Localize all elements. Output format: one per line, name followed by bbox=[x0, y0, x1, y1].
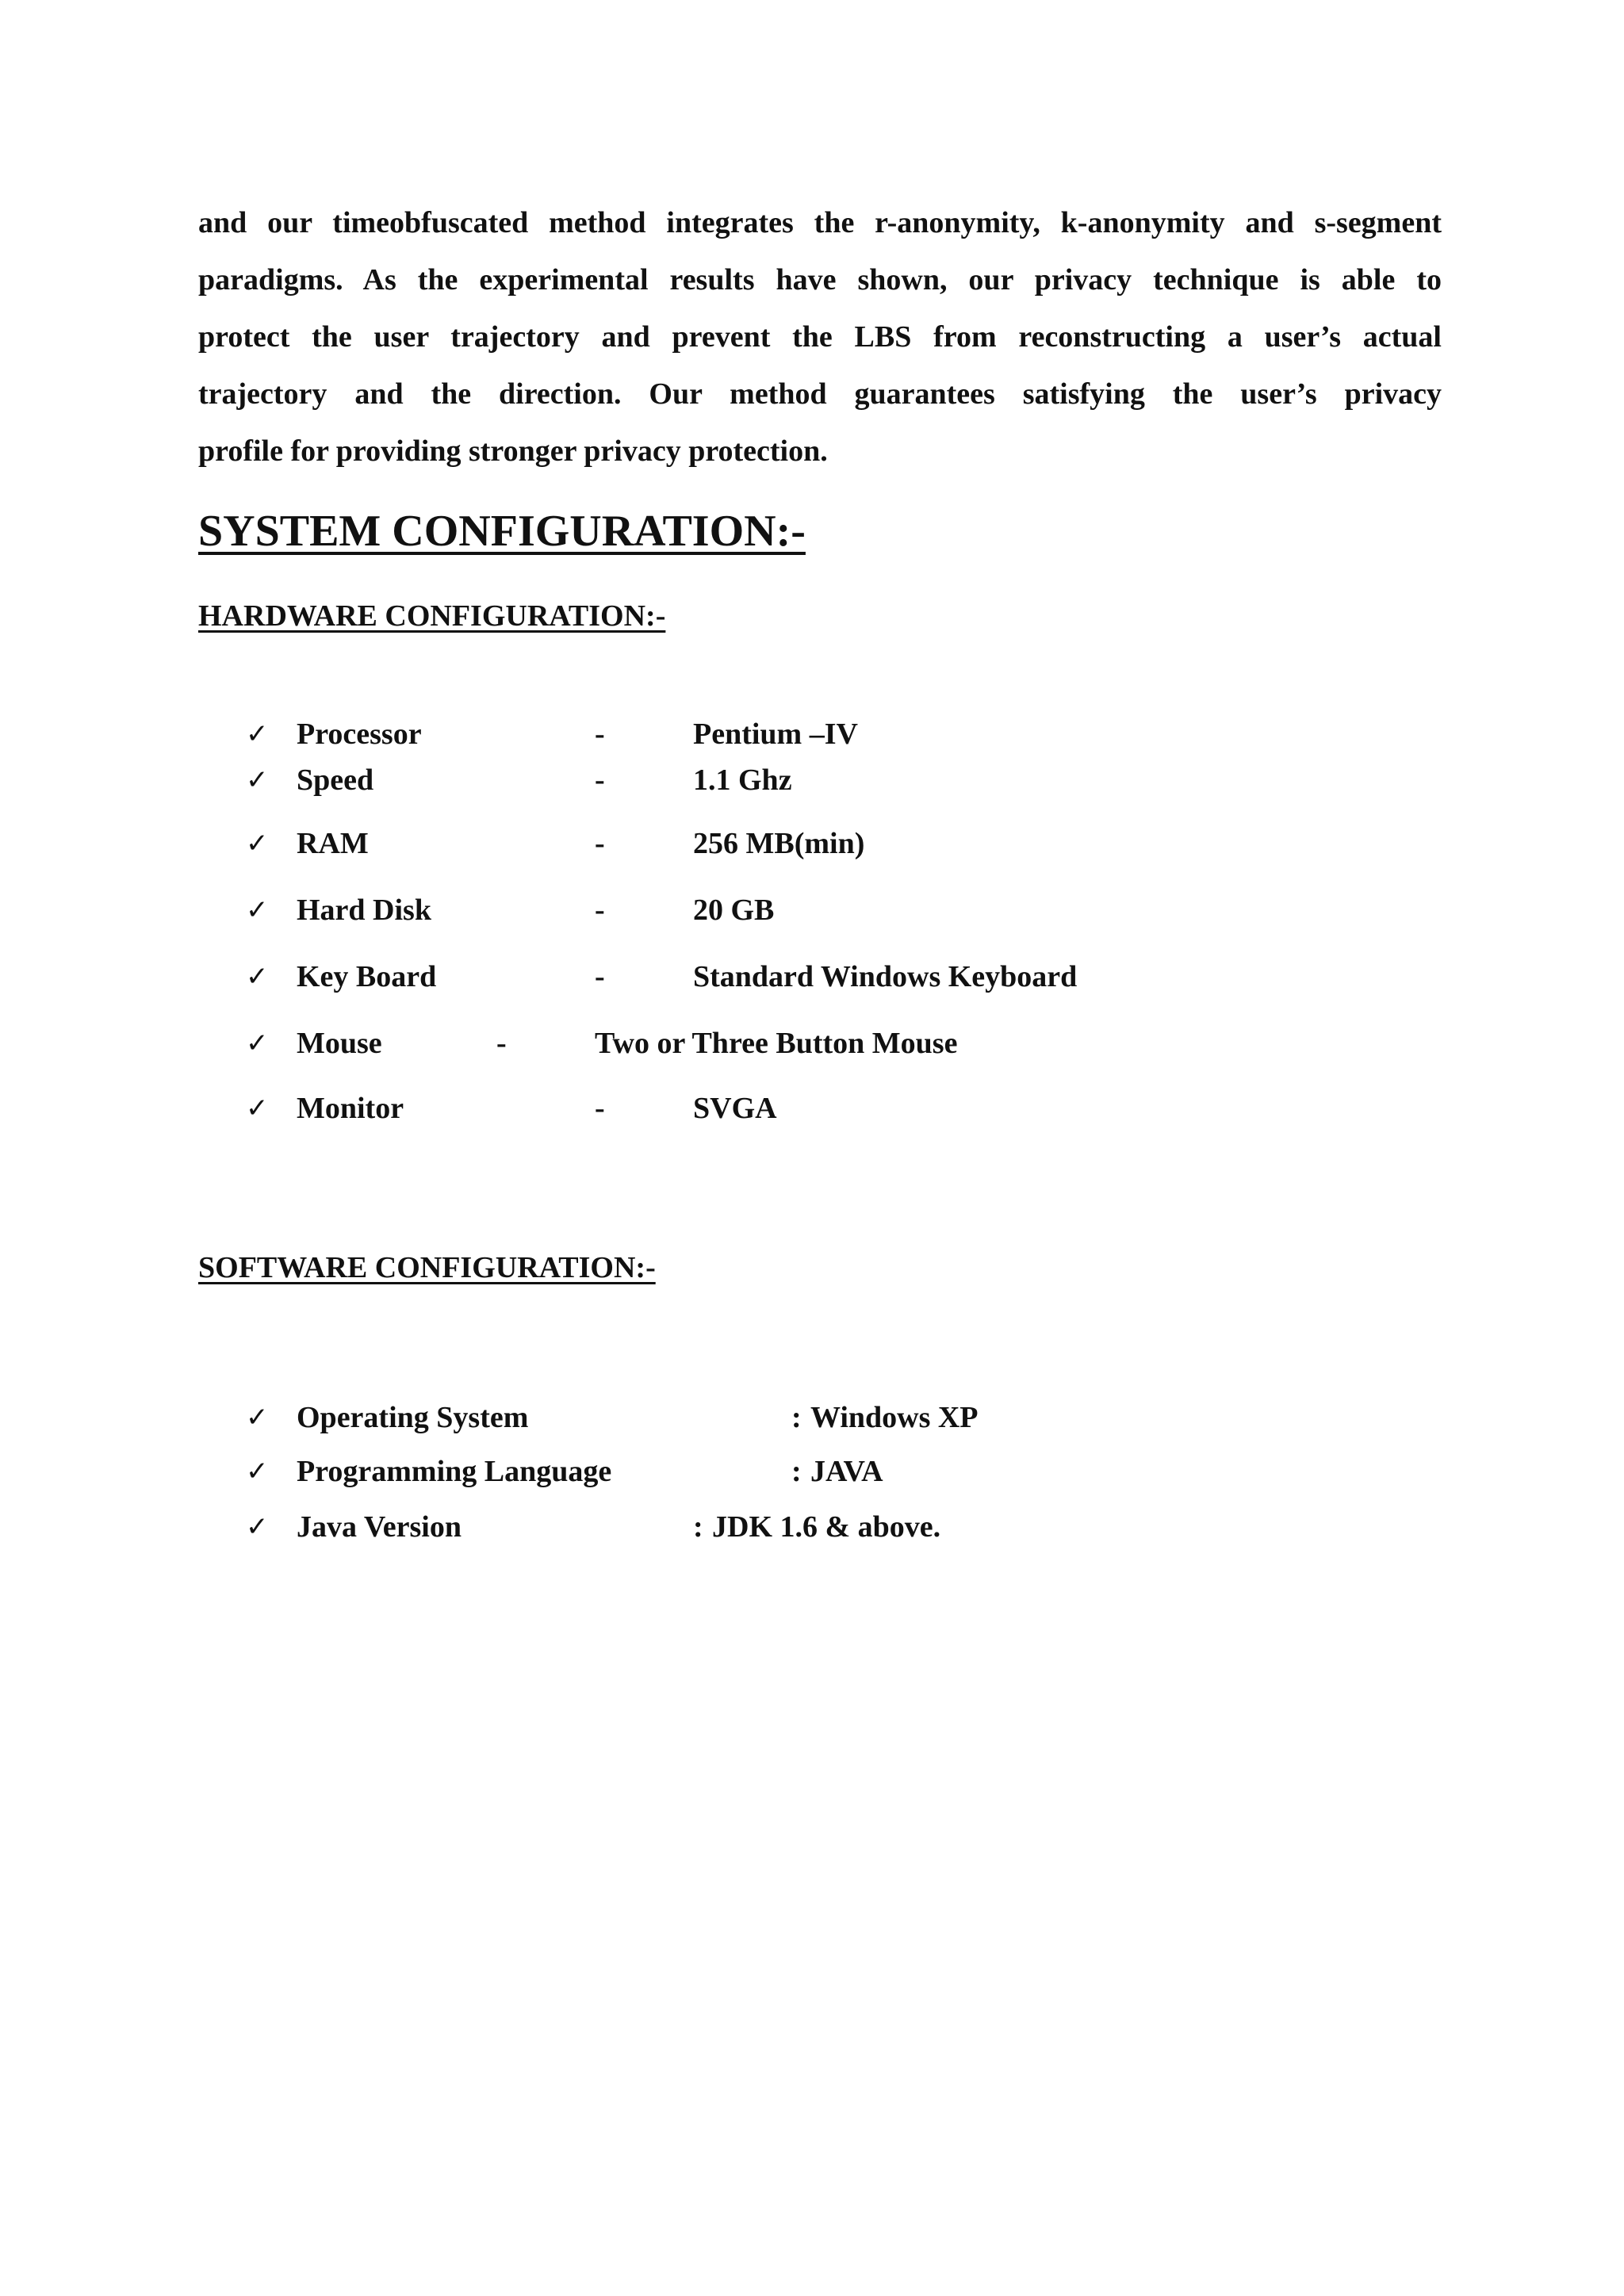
item-value: 20 GB bbox=[693, 894, 775, 927]
item-separator: - bbox=[595, 718, 605, 751]
item-value: JDK 1.6 & above. bbox=[712, 1510, 941, 1544]
paragraph-line: trajectory and the direction. Our method guarantees satisfying the user’s privacy bbox=[198, 377, 1442, 411]
hardware-item-processor bbox=[246, 715, 1435, 753]
item-separator: - bbox=[595, 763, 605, 797]
hardware-configuration-heading: HARDWARE CONFIGURATION:- bbox=[198, 599, 666, 633]
item-value: JAVA bbox=[810, 1455, 883, 1488]
item-value: Two or Three Button Mouse bbox=[595, 1027, 958, 1060]
item-separator: - bbox=[595, 1092, 605, 1125]
check-icon: ✓ bbox=[246, 1402, 269, 1433]
hardware-item-keyboard bbox=[246, 958, 1435, 996]
item-label: Speed bbox=[297, 763, 374, 797]
item-label: Monitor bbox=[297, 1092, 404, 1125]
item-label: Operating System bbox=[297, 1401, 529, 1434]
paragraph-line: paradigms. As the experimental results have shown, our privacy technique is able to bbox=[198, 263, 1442, 297]
check-icon: ✓ bbox=[246, 718, 269, 750]
hardware-item-mouse bbox=[246, 1024, 1435, 1062]
check-icon: ✓ bbox=[246, 961, 269, 993]
item-label: Programming Language bbox=[297, 1455, 612, 1488]
software-item-programming-language bbox=[246, 1452, 1435, 1490]
paragraph-line: profile for providing stronger privacy protection. bbox=[198, 434, 828, 468]
software-item-operating-system bbox=[246, 1399, 1435, 1437]
item-value: 1.1 Ghz bbox=[693, 763, 792, 797]
check-icon: ✓ bbox=[246, 1093, 269, 1124]
item-value: Standard Windows Keyboard bbox=[693, 960, 1078, 993]
hardware-item-ram bbox=[246, 825, 1435, 863]
item-separator: - bbox=[595, 894, 605, 927]
software-item-java-version bbox=[246, 1508, 1435, 1546]
hardware-item-hard-disk bbox=[246, 891, 1435, 929]
check-icon: ✓ bbox=[246, 764, 269, 796]
item-label: RAM bbox=[297, 827, 369, 860]
item-value: Windows XP bbox=[810, 1401, 979, 1434]
system-configuration-heading: SYSTEM CONFIGURATION:- bbox=[198, 507, 806, 556]
item-separator: - bbox=[496, 1027, 507, 1060]
item-separator: : bbox=[791, 1401, 802, 1434]
item-label: Processor bbox=[297, 718, 422, 751]
item-label: Java Version bbox=[297, 1510, 462, 1544]
check-icon: ✓ bbox=[246, 828, 269, 859]
item-separator: - bbox=[595, 827, 605, 860]
hardware-item-speed bbox=[246, 761, 1435, 799]
item-label: Mouse bbox=[297, 1027, 382, 1060]
item-value: 256 MB(min) bbox=[693, 827, 865, 860]
item-separator: : bbox=[693, 1510, 703, 1544]
item-separator: : bbox=[791, 1455, 802, 1488]
item-label: Key Board bbox=[297, 960, 437, 993]
hardware-item-monitor bbox=[246, 1089, 1435, 1127]
software-configuration-heading: SOFTWARE CONFIGURATION:- bbox=[198, 1251, 656, 1284]
item-label: Hard Disk bbox=[297, 894, 431, 927]
check-icon: ✓ bbox=[246, 894, 269, 926]
item-value: SVGA bbox=[693, 1092, 777, 1125]
paragraph-line: and our timeobfuscated method integrates the r-anonymity, k-anonymity and s-segment bbox=[198, 206, 1442, 239]
check-icon: ✓ bbox=[246, 1456, 269, 1487]
item-separator: - bbox=[595, 960, 605, 993]
check-icon: ✓ bbox=[246, 1511, 269, 1543]
paragraph-line: protect the user trajectory and prevent the LBS from reconstructing a user’s actual bbox=[198, 320, 1442, 354]
check-icon: ✓ bbox=[246, 1027, 269, 1059]
intro-paragraph bbox=[198, 194, 1442, 480]
item-value: Pentium –IV bbox=[693, 718, 858, 751]
